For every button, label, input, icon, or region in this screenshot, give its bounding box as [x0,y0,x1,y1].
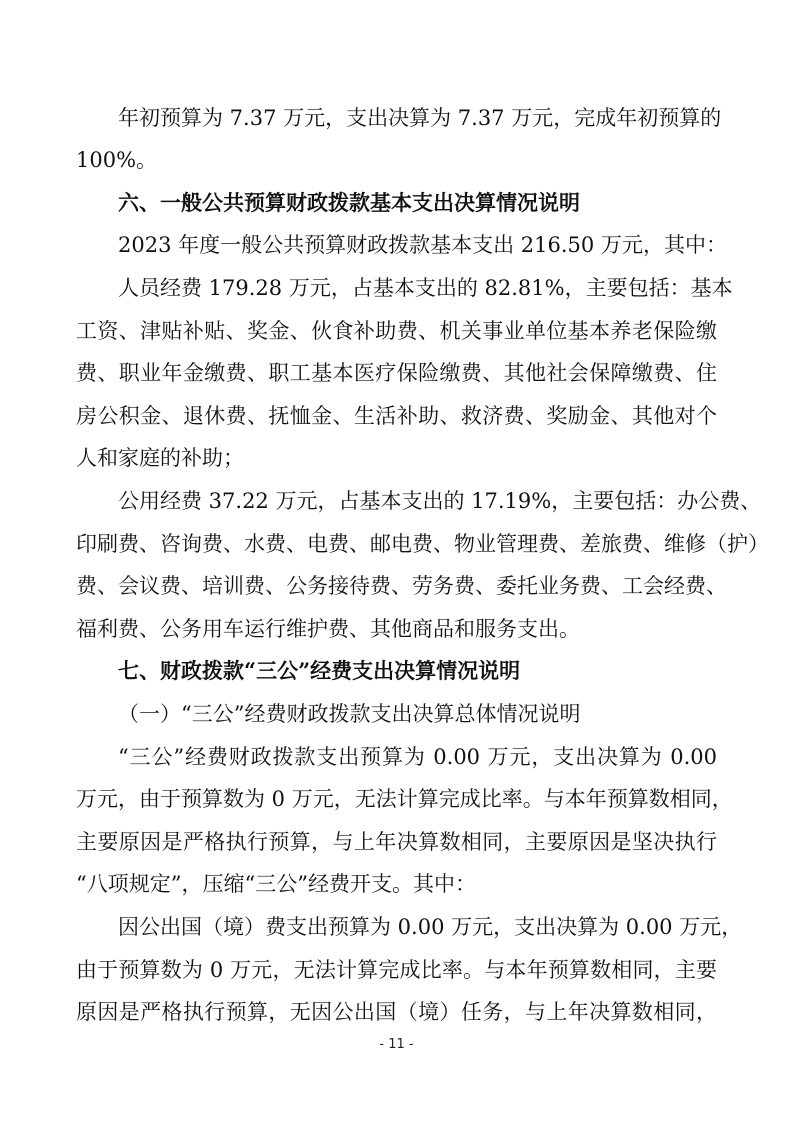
paragraph-line: 因公出国（境）费支出预算为 0.00 万元，支出决算为 0.00 万元， [118,915,743,939]
paragraph-line: 人员经费 179.28 万元，占基本支出的 82.81%，主要包括：基本 [118,276,733,300]
section-heading-7: 七、财政拨款“三公”经费支出决算情况说明 [118,658,521,683]
paragraph-line: 费、职业年金缴费、职工基本医疗保险缴费、其他社会保障缴费、住 [76,361,717,385]
paragraph-line: 福利费、公务用车运行维护费、其他商品和服务支出。 [76,617,580,641]
paragraph-line: 费、会议费、培训费、公务接待费、劳务费、委托业务费、工会经费、 [76,574,727,598]
paragraph-line: 主要原因是严格执行预算，与上年决算数相同，主要原因是坚决执行 [76,830,717,854]
paragraph-line: 100%。 [76,148,158,172]
paragraph-line: “三公”经费财政拨款支出预算为 0.00 万元，支出决算为 0.00 [118,745,717,769]
paragraph-line: 工资、津贴补贴、奖金、伙食补助费、机关事业单位基本养老保险缴 [76,319,717,343]
paragraph-line: 由于预算数为 0 万元，无法计算完成比率。与本年预算数相同，主要 [76,958,717,982]
paragraph-line: 人和家庭的补助； [76,446,244,470]
paragraph-line: 年初预算为 7.37 万元，支出决算为 7.37 万元，完成年初预算的 [118,106,722,130]
paragraph-line: 2023 年度一般公共预算财政拨款基本支出 216.50 万元，其中： [118,233,727,257]
paragraph-line: 原因是严格执行预算，无因公出国（境）任务，与上年决算数相同， [76,1000,717,1024]
paragraph-line: “八项规定”，压缩“三公”经费开支。其中： [76,872,476,896]
paragraph-line: 印刷费、咨询费、水费、电费、邮电费、物业管理费、差旅费、维修（护） [76,532,769,556]
paragraph-line: 万元，由于预算数为 0 万元，无法计算完成比率。与本年预算数相同， [76,787,733,811]
page-number: - 11 - [379,1037,414,1052]
section-heading-6: 六、一般公共预算财政拨款基本支出决算情况说明 [118,190,580,215]
paragraph-line: 房公积金、退休费、抚恤金、生活补助、救济费、奖励金、其他对个 [76,404,717,428]
paragraph-line: 公用经费 37.22 万元，占基本支出的 17.19%，主要包括：办公费、 [118,489,762,513]
subsection-heading: （一）“三公”经费财政拨款支出决算总体情况说明 [118,702,581,726]
